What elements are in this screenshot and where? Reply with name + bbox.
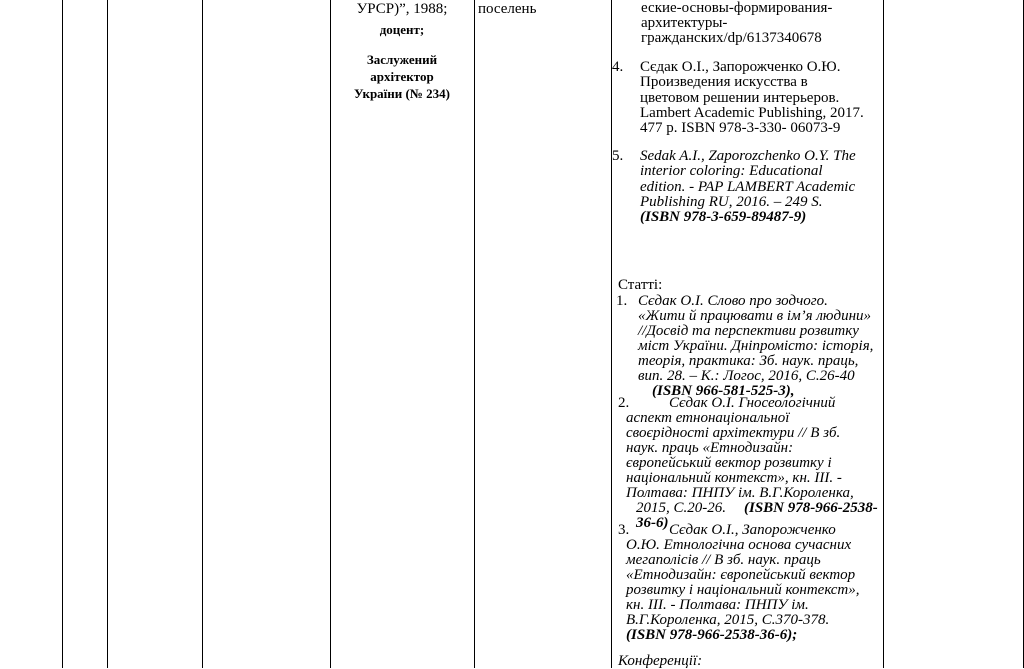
article-2-isbn-cont: 36-6) xyxy=(636,515,669,531)
book-4-line: цветовом решении интерьеров. xyxy=(640,89,840,106)
article-1-line: //Досвід та перспективи розвитку xyxy=(638,323,859,339)
article-3-line: В.Г.Короленка, 2015, С.370-378. xyxy=(626,612,830,628)
article-1-line: вип. 28. – К.: Логос, 2016, С.26-40 xyxy=(638,368,855,384)
book-url-line2: архитектуры- xyxy=(641,15,728,31)
degree-year: УРСР)”, 1988; xyxy=(356,1,448,17)
article-2-line: наук. праць «Етнодизайн: xyxy=(626,440,794,456)
article-item-2-first: Сєдак О.І. Гносеологічний xyxy=(669,395,836,411)
article-1-line: міст України. Дніпромісто: історія, xyxy=(638,338,874,354)
book-url-line3: гражданских/dp/6137340678 xyxy=(641,30,822,46)
qualification-cell xyxy=(333,0,471,101)
book-4-line: Lambert Academic Publishing, 2017. xyxy=(640,104,864,121)
article-3-line: розвитку і національний контекст», xyxy=(626,582,860,598)
table-border-col6 xyxy=(611,0,612,668)
article-number: 3. xyxy=(618,522,630,538)
book-4-line: 477 p. ISBN 978-3-330- 06073-9 xyxy=(640,120,841,137)
article-number: 2. xyxy=(618,395,630,411)
table-border-col4 xyxy=(330,0,331,668)
book-5-line: interior coloring: Educational xyxy=(640,163,823,180)
conferences-heading: Конференції: xyxy=(618,653,703,669)
article-1-isbn: (ISBN 966-581-525-3), xyxy=(652,383,795,399)
article-3-line: кн. ІІІ. - Полтава: ПНПУ ім. xyxy=(626,597,809,613)
article-3-line: О.Ю. Етнологічна основа сучасних xyxy=(626,537,852,553)
honorary-title-line1: Заслужений xyxy=(366,52,438,67)
table-border-left xyxy=(62,0,63,668)
subject-cell: поселень xyxy=(478,1,537,17)
honorary-title-line3: України (№ 234) xyxy=(353,86,450,101)
article-3-isbn: (ISBN 978-966-2538-36-6); xyxy=(626,627,798,643)
article-2-isbn: (ISBN 978-966-2538- xyxy=(744,500,878,516)
book-4-line: Сєдак О.І., Запорожченко О.Ю. xyxy=(640,59,841,75)
article-1-line: Сєдак О.І. Слово про зодчого. xyxy=(638,293,828,309)
article-2-pages: 2015, С.20-26. xyxy=(636,500,726,516)
book-5-line: edition. - PAP LAMBERT Academic xyxy=(640,178,856,195)
table-border-col3 xyxy=(202,0,203,668)
book-5-line: Publishing RU, 2016. – 249 S. xyxy=(640,193,823,210)
article-2-line: своєрідності архітектури // В зб. xyxy=(626,425,841,441)
table-border-col2 xyxy=(107,0,108,668)
book-url-line1: еские-основы-формирования- xyxy=(641,0,833,16)
articles-heading: Статті: xyxy=(618,277,663,293)
book-item-number: 5. xyxy=(612,148,624,164)
article-2-line: національний контекст», кн. ІІІ. - xyxy=(626,470,842,486)
article-number: 1. xyxy=(616,293,628,309)
table-border-col7 xyxy=(883,0,884,668)
article-3-line: мегаполісів // В зб. наук. праць xyxy=(626,552,821,568)
article-2-line: європейський вектор розвитку і xyxy=(626,455,832,471)
academic-rank: доцент; xyxy=(379,22,425,37)
article-1-line: «Жити й працювати в ім’я людини» xyxy=(638,308,872,324)
table-border-col5 xyxy=(474,0,475,668)
article-item-3-first: Сєдак О.І., Запорожченко xyxy=(669,522,836,538)
book-item-number: 4. xyxy=(612,59,624,75)
book-4-line: Произведения искусства в xyxy=(640,74,808,91)
article-2-line: аспект етнонаціональної xyxy=(626,410,790,426)
article-1-line: теорія, практика: Зб. наук. праць, xyxy=(638,353,859,369)
book-5-isbn: (ISBN 978-3-659-89487-9) xyxy=(640,209,807,226)
article-3-line: «Етнодизайн: європейський вектор xyxy=(626,567,856,583)
honorary-title-line2: архітектор xyxy=(370,69,434,84)
article-2-line: Полтава: ПНПУ ім. В.Г.Короленка, xyxy=(626,485,854,501)
book-5-line: Sedak A.I., Zaporozchenko O.Y. The xyxy=(640,148,856,164)
